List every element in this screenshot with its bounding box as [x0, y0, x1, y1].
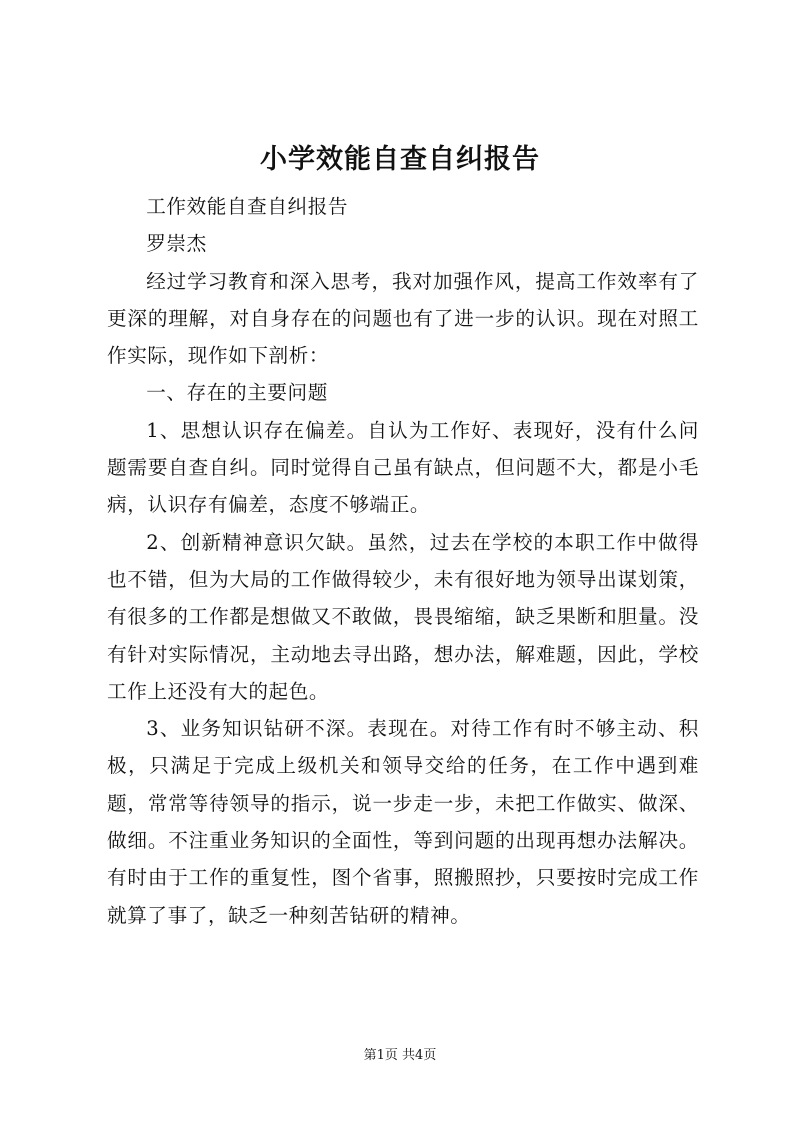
intro-paragraph: 经过学习教育和深入思考，我对加强作风，提高工作效率有了更深的理解，对自身存在的问题也有了进一步的认识。现在对照工作实际，现作如下剖析： [107, 269, 699, 368]
author: 罗崇杰 [146, 232, 207, 256]
page-footer: 第1页 共4页 [363, 1048, 437, 1063]
subtitle: 工作效能自查自纠报告 [146, 195, 349, 218]
document-body [107, 188, 699, 934]
section-heading: 一、存在的主要问题 [146, 381, 328, 405]
body-paragraph: 1、思想认识存在偏差。自认为工作好、表现好，没有什么问题需要自查自纠。同时觉得自己虽有缺点，但问题不大，都是小毛病，认识存有偏差，态度不够端正。 [107, 418, 699, 517]
body-paragraph: 2、创新精神意识欠缺。虽然，过去在学校的本职工作中做得也不错，但为大局的工作做得较少，未有很好地为领导出谋划策，有很多的工作都是想做又不敢做，畏畏缩缩，缺乏果断和胆量。没有针对实际情况，主动地去寻出路，想办法，解难题，因此，学校工作上还没有大的起色。 [107, 530, 699, 703]
document-title: 小学效能自查自纠报告 [260, 144, 540, 175]
body-paragraph: 3、业务知识钻研不深。表现在。对待工作有时不够主动、积极，只满足于完成上级机关和领导交给的任务，在工作中遇到难题，常常等待领导的指示，说一步走一步，未把工作做实、做深、做细。不注重业务知识的全面性，等到问题的出现再想办法解决。有时由于工作的重复性，图个省事，照搬照抄，只要按时完成工作就算了事了，缺乏一种刻苦钻研的精神。 [107, 717, 699, 927]
